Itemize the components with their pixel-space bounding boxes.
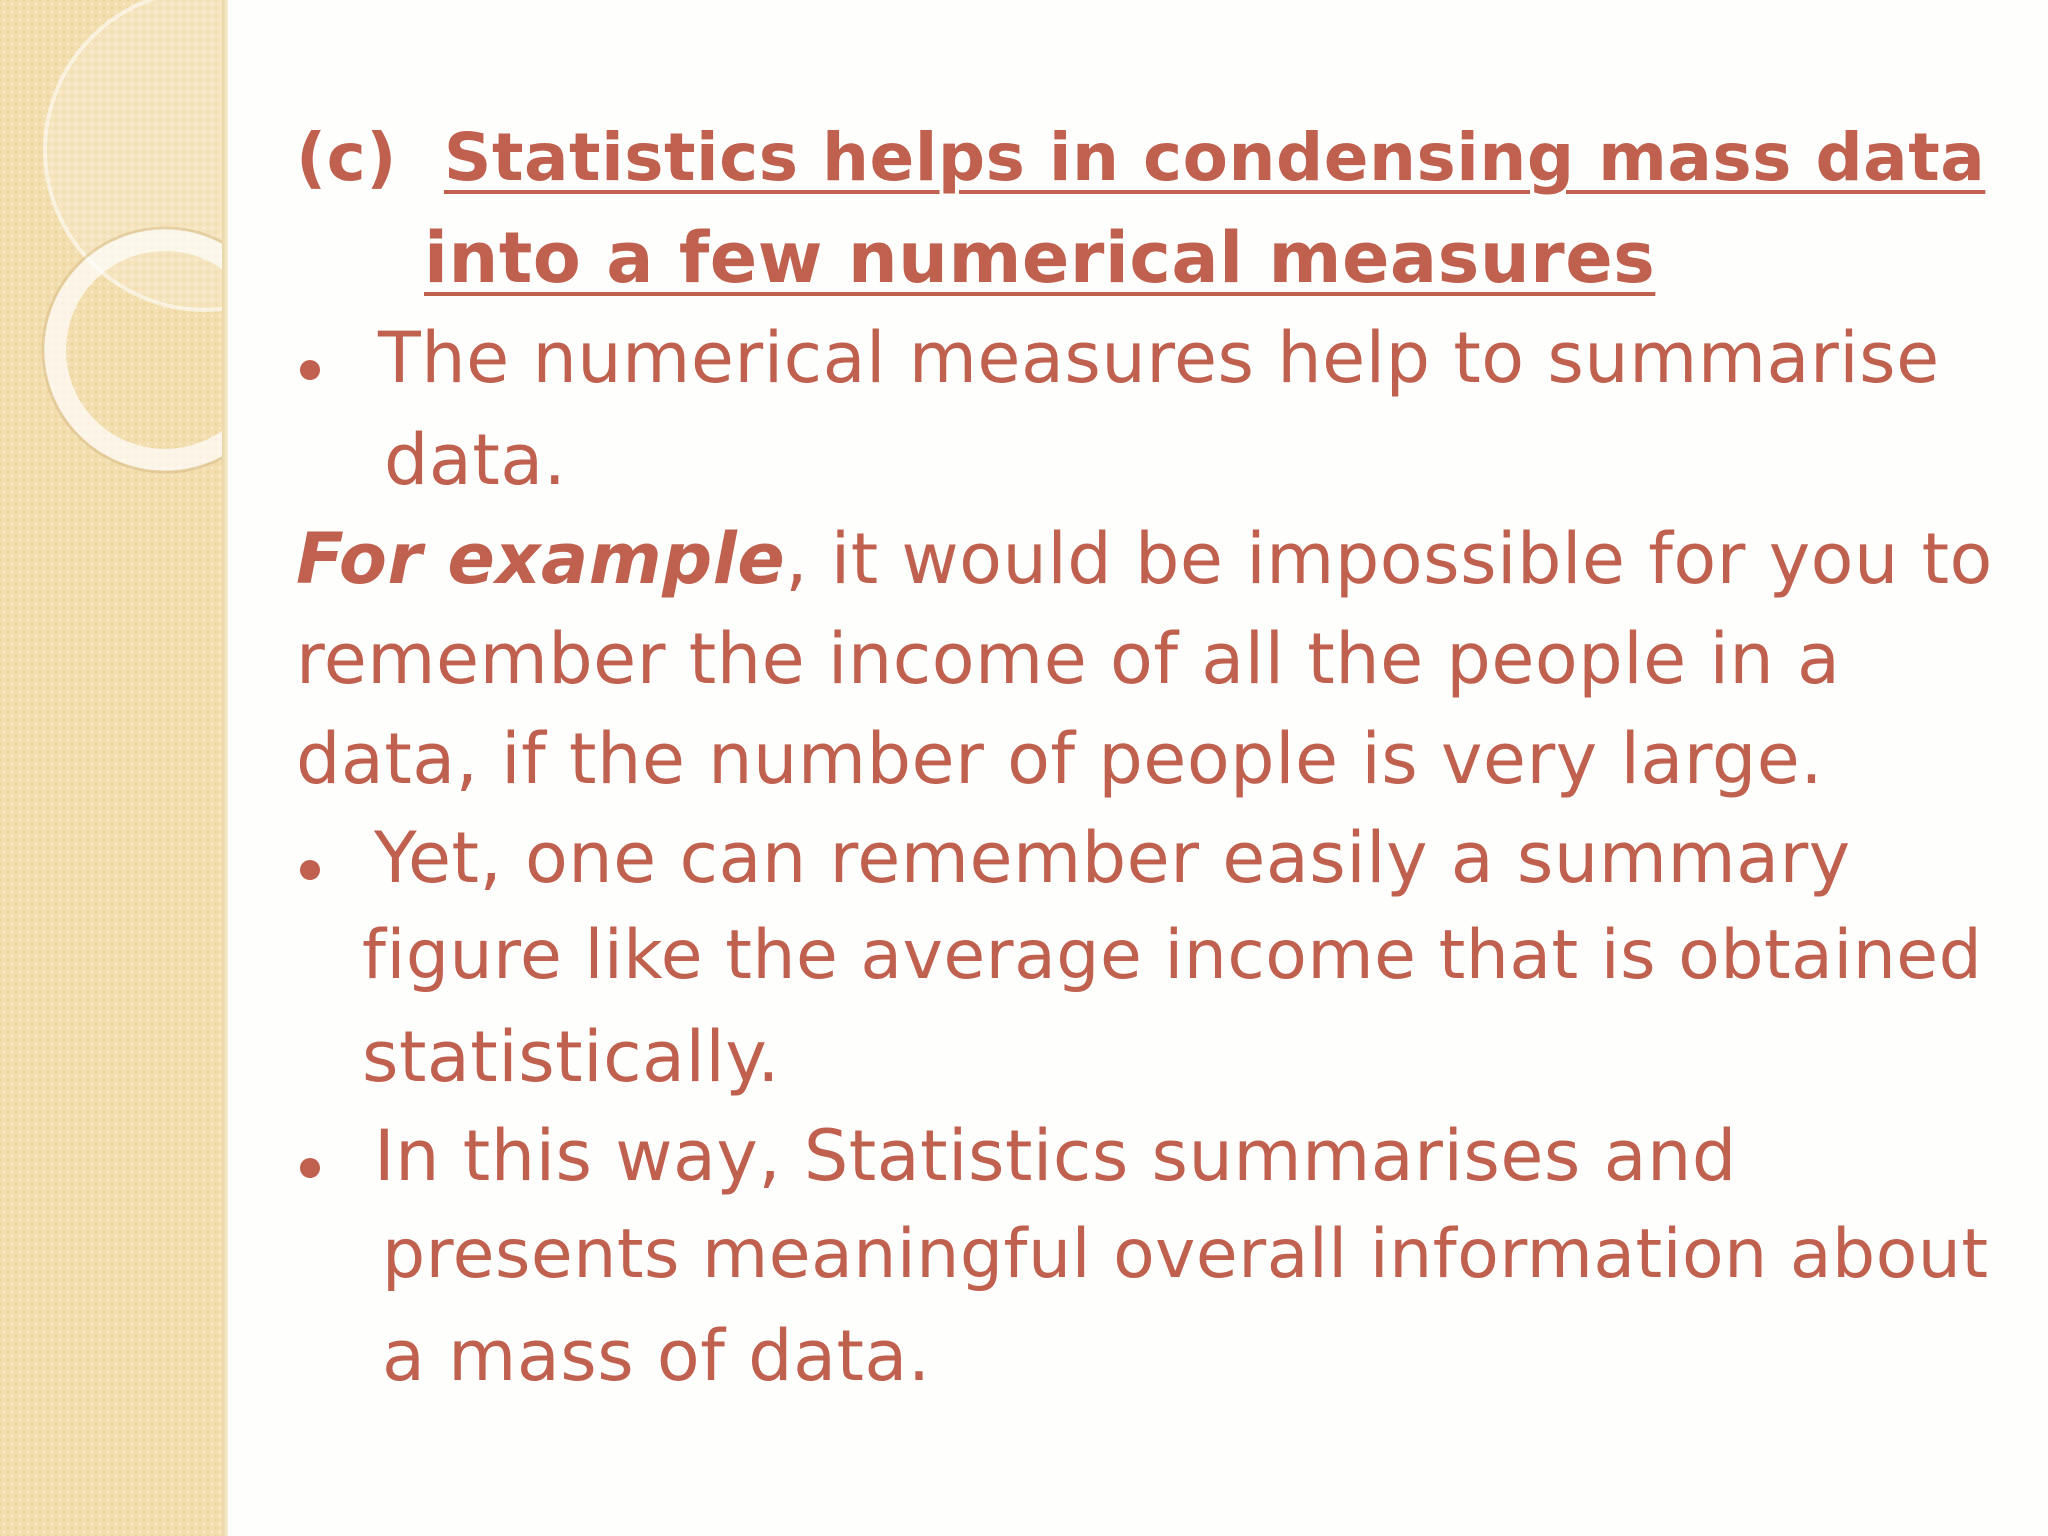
bullet-dot-3	[300, 1158, 320, 1178]
example-line-2: remember the income of all the people in a	[296, 618, 1841, 700]
heading-line-2	[424, 217, 1656, 299]
bullet-3-line-1: In this way, Statistics summarises and	[374, 1115, 1737, 1197]
heading-prefix: (c)	[296, 119, 397, 196]
heading-text-line-1: Statistics helps in condensing mass data	[443, 119, 1986, 196]
bullet-2-line-2: figure like the average income that is obtained	[362, 916, 1983, 995]
example-label: For example	[296, 518, 786, 600]
bullet-1-line-1: The numerical measures help to summarise	[378, 317, 1940, 399]
bullet-3-line-2: presents meaningful overall information about	[382, 1215, 1989, 1294]
example-line-3: data, if the number of people is very large.	[296, 718, 1824, 800]
bullet-3-line-3: a mass of data.	[382, 1315, 931, 1397]
bullet-dot-1	[300, 360, 320, 380]
example-line-1	[296, 518, 1993, 600]
example-line-1-rest: , it would be impossible for you to	[785, 518, 1993, 600]
bullet-1-line-2: data.	[384, 419, 567, 501]
heading-text-line-2: into a few numerical measures	[424, 217, 1656, 299]
bullet-2-line-1: Yet, one can remember easily a summary	[374, 817, 1851, 899]
heading-line-1	[296, 119, 1986, 196]
bullet-2-line-3: statistically.	[362, 1016, 781, 1098]
bullet-dot-2	[300, 860, 320, 880]
